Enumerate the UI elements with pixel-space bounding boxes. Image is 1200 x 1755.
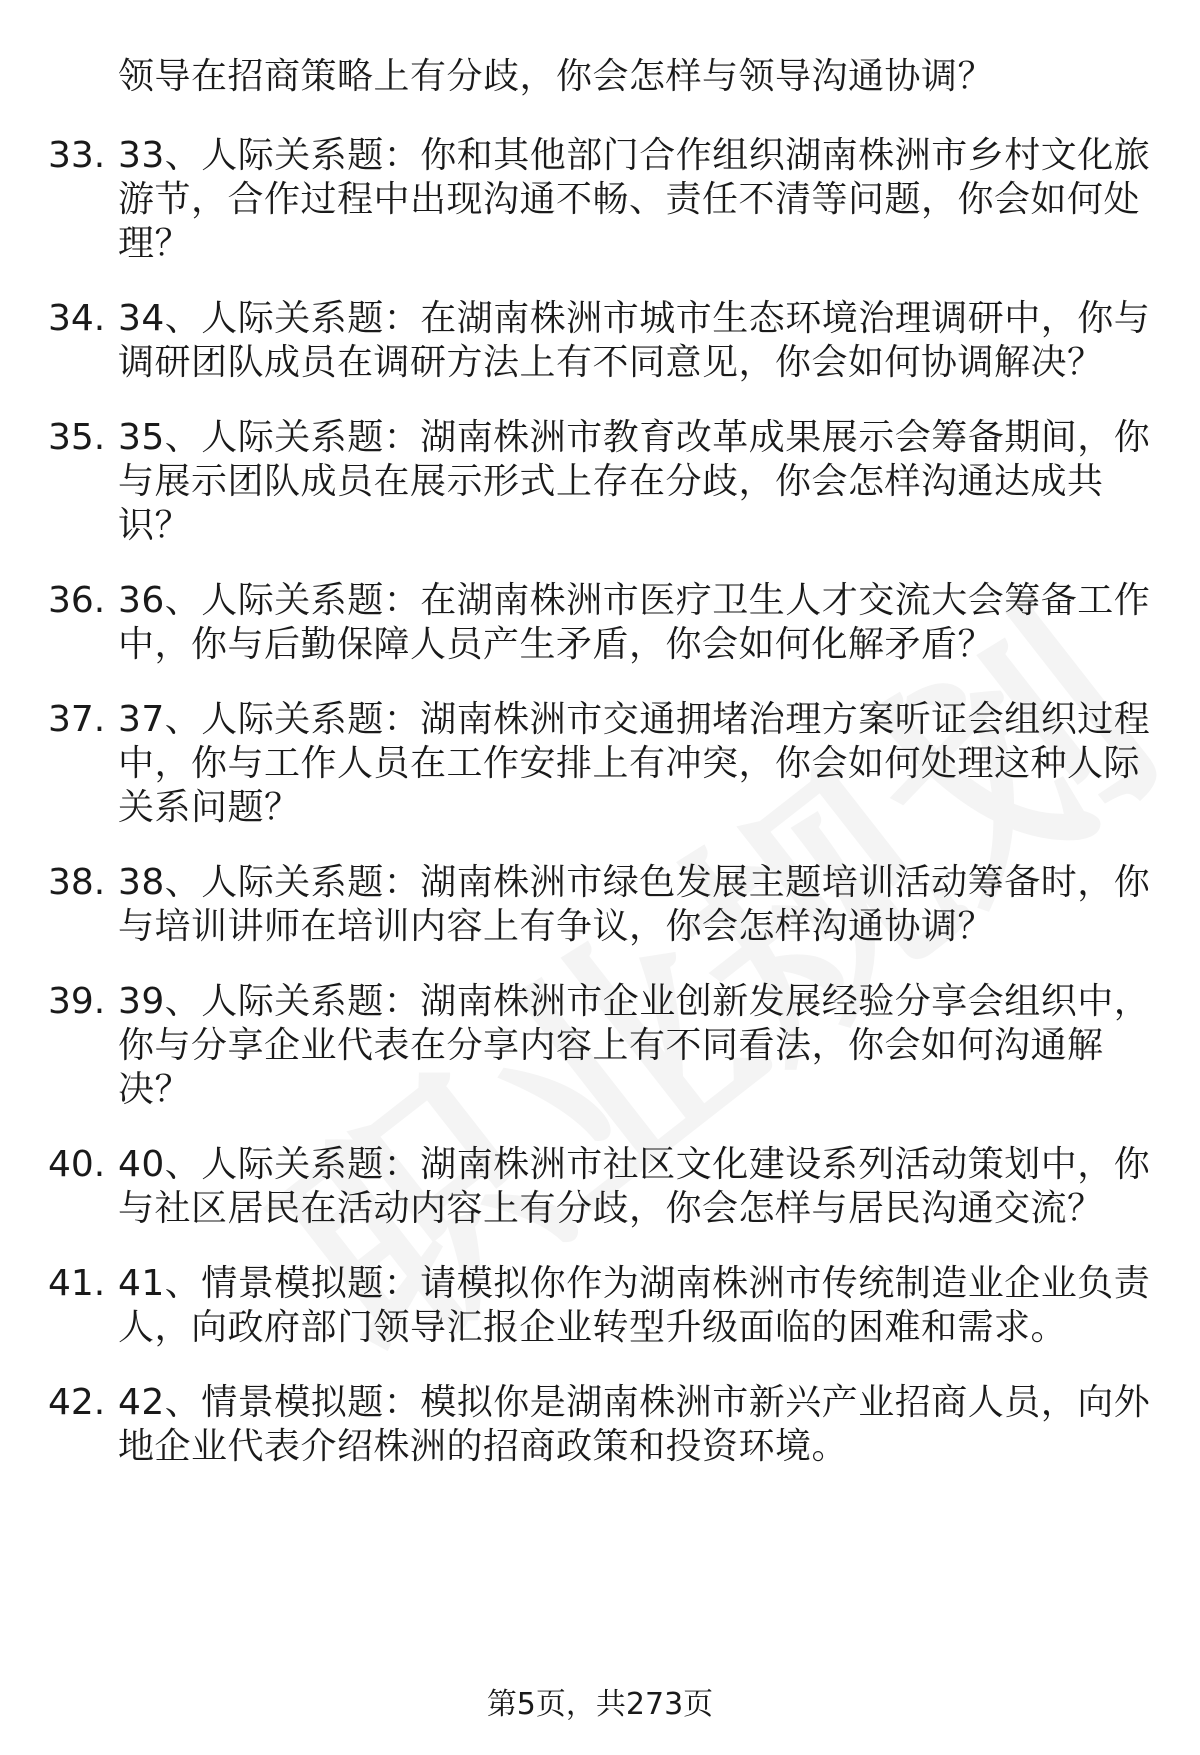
item-line: 中，你与后勤保障人员产生矛盾，你会如何化解矛盾？ (118, 624, 995, 665)
item-line: 人，向政府部门领导汇报企业转型升级面临的困难和需求。 (118, 1307, 1068, 1348)
item-line: 中，你与工作人员在工作安排上有冲突，你会如何处理这种人际 (118, 743, 1141, 784)
item-number: 35. (48, 417, 106, 458)
item-line: 42、情景模拟题：模拟你是湖南株洲市新兴产业招商人员，向外 (118, 1382, 1151, 1423)
item-line: 地企业代表介绍株洲的招商政策和投资环境。 (118, 1426, 849, 1467)
item-line: 38、人际关系题：湖南株洲市绿色发展主题培训活动筹备时，你 (118, 862, 1151, 903)
item-line: 与展示团队成员在展示形式上存在分歧，你会怎样沟通达成共 (118, 461, 1104, 502)
item-line: 理？ (118, 223, 192, 264)
item-line: 37、人际关系题：湖南株洲市交通拥堵治理方案听证会组织过程 (118, 699, 1151, 740)
item-line: 调研团队成员在调研方法上有不同意见，你会如何协调解决？ (118, 342, 1104, 383)
item-line: 35、人际关系题：湖南株洲市教育改革成果展示会筹备期间，你 (118, 417, 1151, 458)
item-line: 与培训讲师在培训内容上有争议，你会怎样沟通协调？ (118, 906, 995, 947)
item-line: 36、人际关系题：在湖南株洲市医疗卫生人才交流大会筹备工作 (118, 580, 1151, 621)
item-line: 与社区居民在活动内容上有分歧，你会怎样与居民沟通交流？ (118, 1188, 1104, 1229)
item-number: 41. (48, 1263, 106, 1304)
page-footer: 第5页，共273页 (486, 1687, 714, 1722)
item-line: 41、情景模拟题：请模拟你作为湖南株洲市传统制造业企业负责 (118, 1263, 1151, 1304)
item-line: 39、人际关系题：湖南株洲市企业创新发展经验分享会组织中， (118, 981, 1151, 1022)
item-number: 37. (48, 699, 106, 740)
item-number: 39. (48, 981, 106, 1022)
item-line: 你与分享企业代表在分享内容上有不同看法，你会如何沟通解 (118, 1025, 1104, 1066)
item-line: 34、人际关系题：在湖南株洲市城市生态环境治理调研中，你与 (118, 298, 1151, 339)
item-number: 38. (48, 862, 106, 903)
item-number: 40. (48, 1144, 106, 1185)
item-line: 游节，合作过程中出现沟通不畅、责任不清等问题，你会如何处 (118, 179, 1141, 220)
item-line: 识？ (118, 505, 192, 546)
item-number: 34. (48, 298, 106, 339)
item-number: 42. (48, 1382, 106, 1423)
continuation-line: 领导在招商策略上有分歧，你会怎样与领导沟通协调？ (118, 56, 995, 97)
item-number: 36. (48, 580, 106, 621)
item-line: 关系问题？ (118, 787, 301, 828)
item-line: 决？ (118, 1069, 192, 1110)
item-line: 40、人际关系题：湖南株洲市社区文化建设系列活动策划中，你 (118, 1144, 1151, 1185)
item-line: 33、人际关系题：你和其他部门合作组织湖南株洲市乡村文化旅 (118, 135, 1151, 176)
item-number: 33. (48, 135, 106, 176)
